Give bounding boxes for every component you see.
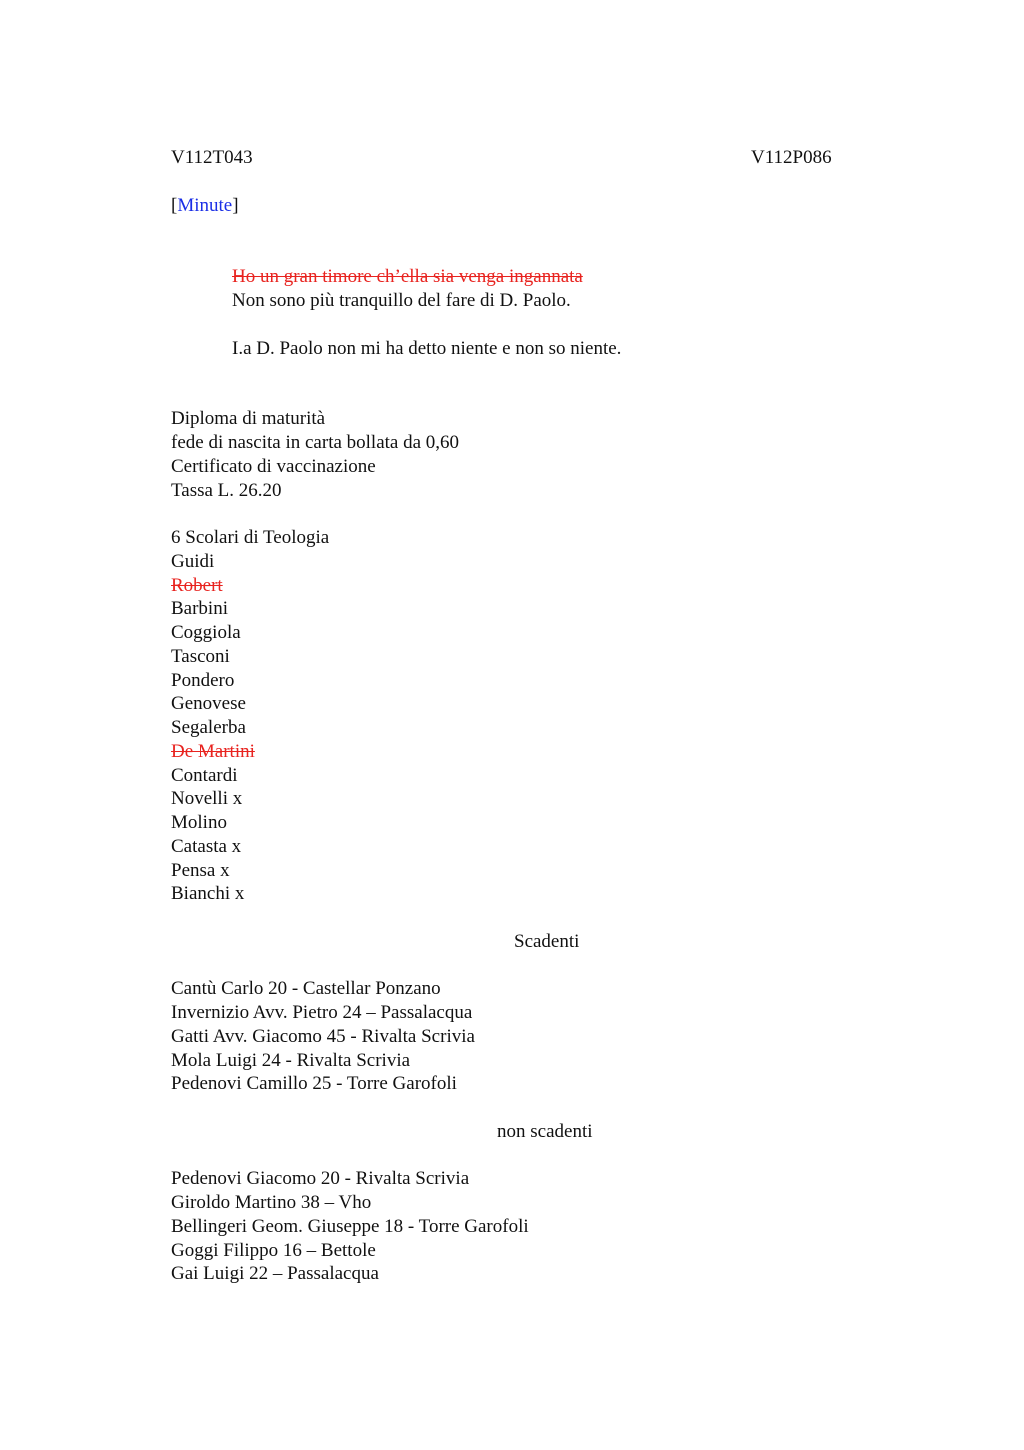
scadenti-heading: Scadenti [514, 931, 580, 952]
document-item: fede di nascita in carta bollata da 0,60 [171, 432, 460, 453]
bracket-close: ] [232, 195, 239, 216]
document-item: Tassa L. 26.20 [171, 480, 282, 501]
student-name: Pondero [171, 670, 235, 691]
scadenti-entry: Invernizio Avv. Pietro 24 – Passalacqua [171, 1002, 473, 1023]
non-scadenti-entry: Bellingeri Geom. Giuseppe 18 - Torre Garofoli [171, 1216, 529, 1237]
student-name: Bianchi x [171, 883, 245, 904]
students-heading: 6 Scolari di Teologia [171, 527, 330, 548]
scadenti-entry: Gatti Avv. Giacomo 45 - Rivalta Scrivia [171, 1026, 475, 1047]
scadenti-entry: Pedenovi Camillo 25 - Torre Garofoli [171, 1073, 457, 1094]
student-name-struck: De Martini [171, 741, 255, 762]
non-scadenti-entry: Goggi Filippo 16 – Bettole [171, 1240, 376, 1261]
non-scadenti-heading: non scadenti [497, 1121, 593, 1142]
student-name: Genovese [171, 693, 246, 714]
student-name: Molino [171, 812, 227, 833]
bracket-open: [ [171, 195, 178, 216]
note-line: I.a D. Paolo non mi ha detto niente e non so niente. [232, 338, 622, 359]
student-name: Pensa x [171, 860, 230, 881]
minute-link[interactable]: Minute [177, 195, 233, 216]
document-code-left: V112T043 [171, 147, 253, 168]
student-name-struck: Robert [171, 575, 223, 596]
document-code-right: V112P086 [751, 147, 832, 168]
scadenti-entry: Mola Luigi 24 - Rivalta Scrivia [171, 1050, 411, 1071]
student-name: Catasta x [171, 836, 242, 857]
student-name: Guidi [171, 551, 215, 572]
note-line: Non sono più tranquillo del fare di D. Paolo. [232, 290, 571, 311]
non-scadenti-entry: Pedenovi Giacomo 20 - Rivalta Scrivia [171, 1168, 470, 1189]
document-item: Diploma di maturità [171, 408, 326, 429]
student-name: Segalerba [171, 717, 246, 738]
student-name: Coggiola [171, 622, 241, 643]
struck-note-line: Ho un gran timore ch’ella sia venga ingannata [232, 266, 583, 287]
minute-label [171, 194, 239, 218]
non-scadenti-entry: Gai Luigi 22 – Passalacqua [171, 1263, 379, 1284]
non-scadenti-entry: Giroldo Martino 38 – Vho [171, 1192, 372, 1213]
student-name: Barbini [171, 598, 228, 619]
student-name: Contardi [171, 765, 238, 786]
student-name: Novelli x [171, 788, 243, 809]
student-name: Tasconi [171, 646, 230, 667]
document-item: Certificato di vaccinazione [171, 456, 376, 477]
scadenti-entry: Cantù Carlo 20 - Castellar Ponzano [171, 978, 441, 999]
